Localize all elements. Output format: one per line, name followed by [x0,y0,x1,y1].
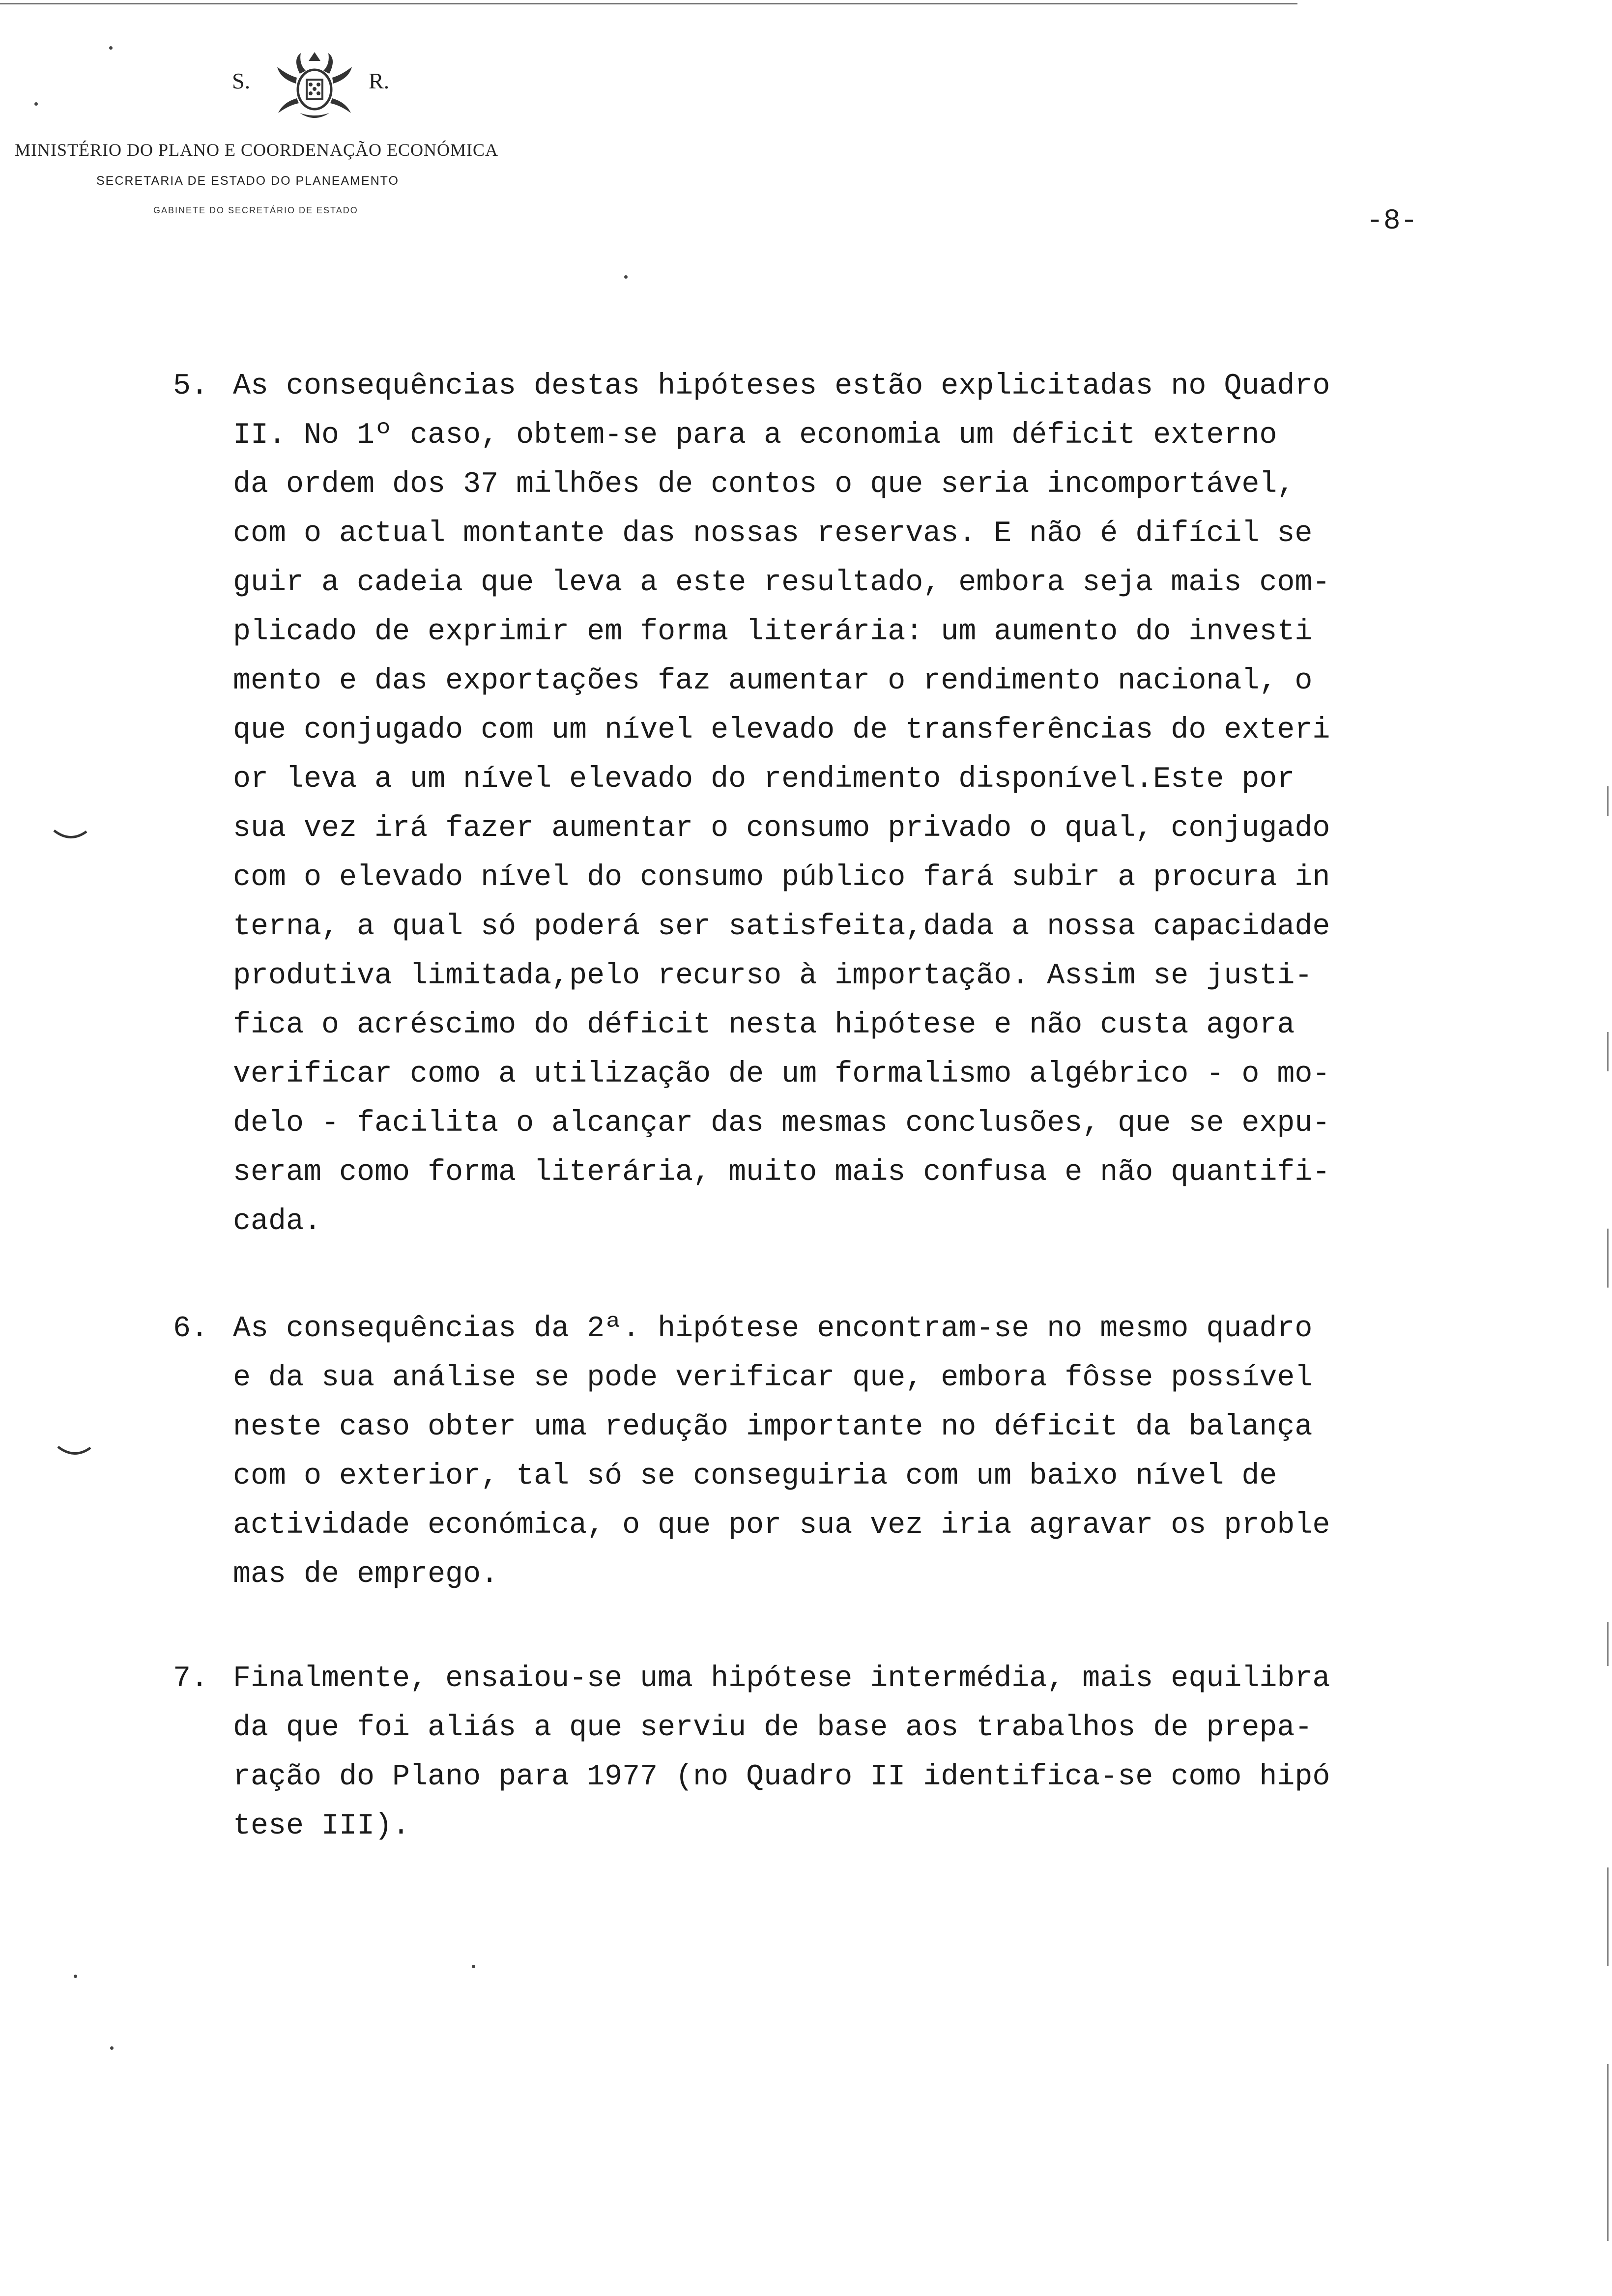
text-line: com o actual montante das nossas reservas. E não é difícil se [233,517,1313,550]
scan-edge-mark [1607,786,1609,816]
text-line: terna, a qual só poderá ser satisfeita,dada a nossa capacidade [233,910,1330,944]
seal-letter-left: S. [232,68,251,93]
text-line: da ordem dos 37 milhões de contos o que seria incomportável, [233,468,1295,501]
top-border-rule [0,3,1297,4]
text-line: mas de emprego. [233,1558,499,1591]
scan-edge-mark [1607,1032,1609,1071]
text-line: Finalmente, ensaiou-se uma hipótese intermédia, mais equilibra [233,1662,1330,1695]
text-line: guir a cadeia que leva a este resultado, embora seja mais com- [233,566,1330,600]
scan-edge-mark [1607,1622,1609,1666]
scan-edge-mark [1607,1867,1609,1966]
text-line: mento e das exportações faz aumentar o rendimento nacional, o [233,664,1313,698]
text-line: tese III). [233,1809,410,1843]
text-line: sua vez irá fazer aumentar o consumo privado o qual, conjugado [233,812,1330,845]
ministry-title: MINISTÉRIO DO PLANO E COORDENAÇÃO ECONÓMICA [15,140,498,160]
text-line: As consequências da 2ª. hipótese encontram-se no mesmo quadro [233,1312,1313,1346]
scan-edge-mark [1607,2064,1609,2241]
text-line: com o exterior, tal só se conseguiria com um baixo nível de [233,1460,1277,1493]
gabinete-subtitle: GABINETE DO SECRETÁRIO DE ESTADO [153,205,358,215]
scan-speck [472,1965,475,1968]
text-line: ração do Plano para 1977 (no Quadro II identifica-se como hipó [233,1760,1330,1794]
scan-speck [624,275,628,279]
text-line: actividade económica, o que por sua vez iria agravar os proble [233,1509,1330,1542]
margin-check-mark-icon [57,1445,91,1458]
text-line: produtiva limitada,pelo recurso à importação. Assim se justi- [233,959,1313,993]
page-number: -8- [1366,205,1418,237]
coat-of-arms-icon [265,49,364,128]
text-line: cada. [233,1205,322,1238]
paragraph-number: 5. [173,370,209,403]
scan-speck [109,46,113,50]
seal [216,49,413,128]
text-line: neste caso obter uma redução importante no déficit da balança [233,1410,1313,1444]
text-line: delo - facilita o alcançar das mesmas conclusões, que se expu- [233,1107,1330,1140]
text-line: com o elevado nível do consumo público fará subir a procura in [233,861,1330,894]
text-line: da que foi aliás a que serviu de base aos trabalhos de prepa- [233,1711,1313,1745]
scan-speck [110,2046,114,2050]
seal-letter-right: R. [369,68,390,93]
secretaria-subtitle: SECRETARIA DE ESTADO DO PLANEAMENTO [96,174,399,188]
scan-edge-mark [1607,1229,1609,1288]
paragraph-number: 7. [173,1662,209,1695]
text-line: que conjugado com um nível elevado de transferências do exteri [233,714,1330,747]
text-line: verificar como a utilização de um formalismo algébrico - o mo- [233,1058,1330,1091]
text-line: seram como forma literária, muito mais confusa e não quantifi- [233,1156,1330,1189]
scan-speck [74,1975,77,1978]
text-line: plicado de exprimir em forma literária: um aumento do investi [233,615,1313,649]
margin-check-mark-icon [53,829,87,841]
scan-speck [34,102,38,106]
paragraph-number: 6. [173,1312,209,1346]
text-line: fica o acréscimo do déficit nesta hipótese e não custa agora [233,1008,1295,1042]
text-line: or leva a um nível elevado do rendimento disponível.Este por [233,763,1295,796]
text-line: As consequências destas hipóteses estão explicitadas no Quadro [233,370,1330,403]
text-line: e da sua análise se pode verificar que, embora fôsse possível [233,1361,1313,1395]
text-line: II. No 1º caso, obtem-se para a economia um déficit externo [233,419,1277,452]
